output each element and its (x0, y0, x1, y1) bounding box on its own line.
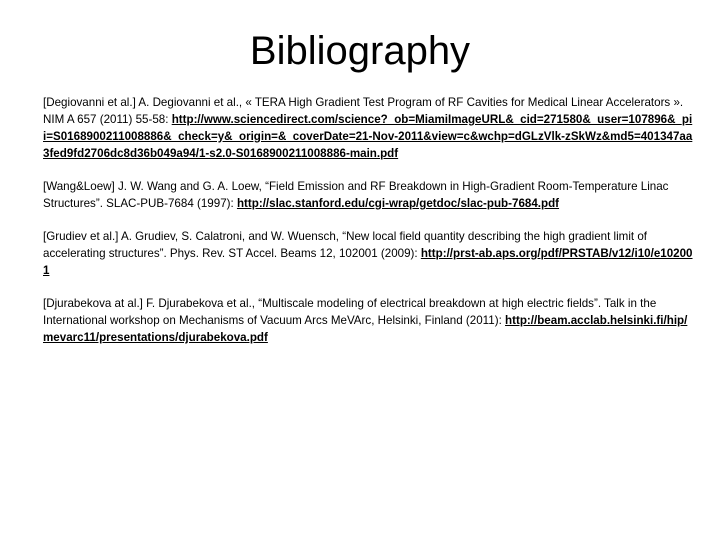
reference-text: [Degiovanni et al.] A. Degiovanni et al., « TERA High Gradient Test Program of RF Cavities for Medical Linear Accelerators ». NIM A 657 (2011) 55-58: (43, 96, 684, 126)
page-title: Bibliography (249, 29, 471, 73)
reference-item-wang-loew (43, 178, 693, 212)
reference-item-djurabekova (43, 295, 693, 346)
reference-text: [Djurabekova at al.] F. Djurabekova et al., “Multiscale modeling of electrical breakdown at high electric fields”. Talk in the International workshop on Mechanisms of Vacuum Arcs MeVArc, Helsinki, Finland (2011): (43, 297, 657, 327)
reference-link[interactable]: http://prst-ab.aps.org/pdf/PRSTAB/v12/i10/e102001 (43, 247, 693, 277)
reference-item-grudiev (43, 228, 693, 279)
reference-text: [Wang&Loew] J. W. Wang and G. A. Loew, “Field Emission and RF Breakdown in High-Gradient Room-Temperature Linac Structures”. SLAC-PUB-7684 (1997): (43, 180, 669, 210)
reference-link[interactable]: http://slac.stanford.edu/cgi-wrap/getdoc/slac-pub-7684.pdf (236, 197, 560, 210)
reference-link[interactable]: http://beam.acclab.helsinki.fi/hip/mevarc11/presentations/djurabekova.pdf (43, 314, 688, 344)
reference-list (43, 94, 693, 362)
reference-text: [Grudiev et al.] A. Grudiev, S. Calatroni, and W. Wuensch, “New local field quantity describing the high gradient limit of accelerating structures”. Phys. Rev. ST Accel. Beams 12, 102001 (2009): (43, 230, 648, 260)
reference-link[interactable]: http://www.sciencedirect.com/science?_ob=MiamiImageURL&_cid=271580&_user=107896&_pii=S0168900211008886&_check=y&_origin=&_coverDate=21-Nov-2011&view=c&wchp=dGLzVlk-zSkWz&md5=401347aa3fed9fd2706dc8d36b049a94/1-s2.0-S0168900211008886-main.pdf (43, 113, 693, 160)
reference-item-degiovanni (43, 94, 693, 162)
